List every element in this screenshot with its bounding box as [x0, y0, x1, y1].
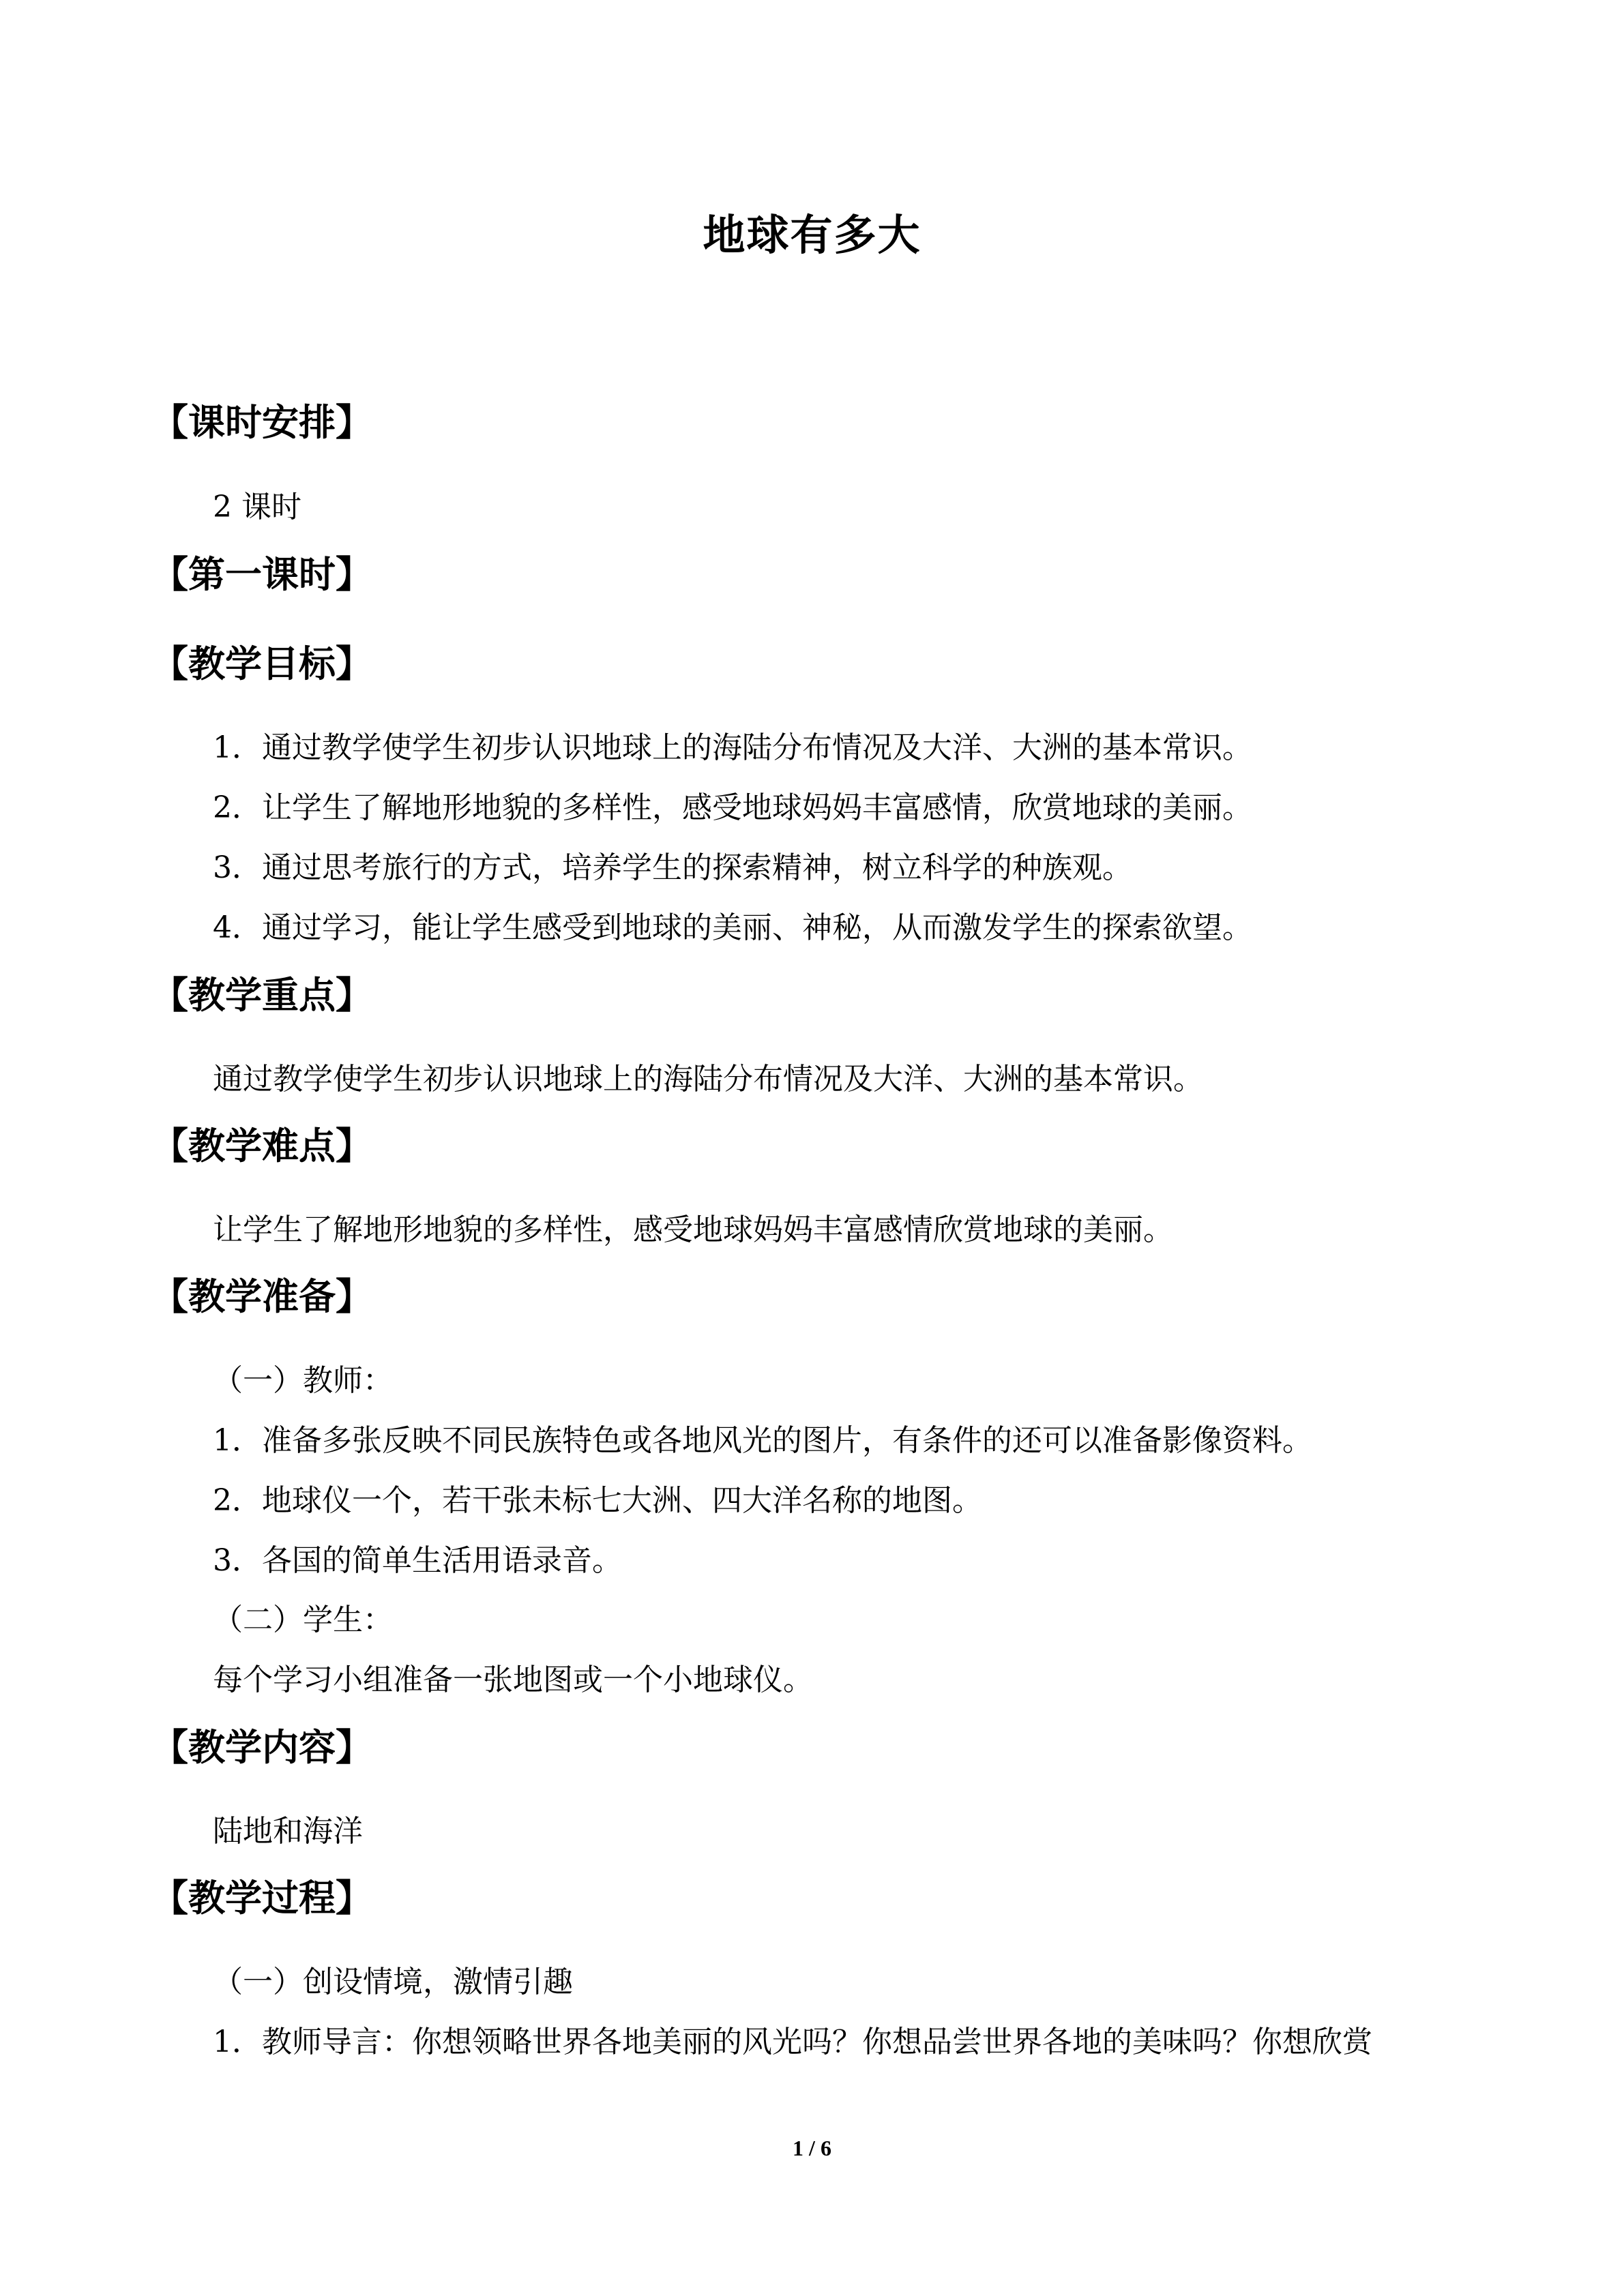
heading-schedule: 【课时安排】 — [151, 401, 372, 444]
heading-objectives: 【教学目标】 — [151, 642, 372, 685]
page-number: 1 / 6 — [793, 2136, 831, 2160]
objective-item-2: 2．让学生了解地形地貌的多样性，感受地球妈妈丰富感情，欣赏地球的美丽。 — [213, 790, 1252, 825]
key-points-text: 通过教学使学生初步认识地球上的海陆分布情况及大洋、大洲的基本常识。 — [213, 1062, 1203, 1097]
content-text: 陆地和海洋 — [213, 1814, 363, 1849]
preparation-teacher-item-2: 2．地球仪一个，若干张未标七大洲、四大洋名称的地图。 — [213, 1483, 982, 1518]
preparation-student-text: 每个学习小组准备一张地图或一个小地球仪。 — [213, 1663, 813, 1697]
document-title: 地球有多大 — [703, 210, 921, 260]
process-step1-item-1: 1．教师导言：你想领略世界各地美丽的风光吗？你想品尝世界各地的美味吗？你想欣赏 — [213, 2025, 1372, 2059]
objective-item-3: 3．通过思考旅行的方式，培养学生的探索精神，树立科学的种族观。 — [213, 850, 1132, 885]
objective-item-4: 4．通过学习，能让学生感受到地球的美丽、神秘，从而激发学生的探索欲望。 — [213, 910, 1252, 945]
objective-item-1: 1．通过教学使学生初步认识地球上的海陆分布情况及大洋、大洲的基本常识。 — [213, 730, 1252, 765]
preparation-student-label: （二）学生： — [213, 1602, 393, 1637]
heading-difficulties: 【教学难点】 — [151, 1124, 372, 1167]
heading-key-points: 【教学重点】 — [151, 974, 372, 1017]
schedule-text: 2 课时 — [213, 490, 301, 524]
process-step1-label: （一）创设情境，激情引趣 — [213, 1965, 573, 1999]
difficulties-text: 让学生了解地形地貌的多样性，感受地球妈妈丰富感情欣赏地球的美丽。 — [213, 1212, 1173, 1247]
heading-preparation: 【教学准备】 — [151, 1275, 372, 1318]
preparation-teacher-label: （一）教师： — [213, 1363, 393, 1398]
heading-content: 【教学内容】 — [151, 1726, 372, 1769]
preparation-teacher-item-3: 3．各国的简单生活用语录音。 — [213, 1543, 622, 1578]
heading-lesson1: 【第一课时】 — [151, 553, 372, 596]
preparation-teacher-item-1: 1．准备多张反映不同民族特色或各地风光的图片，有条件的还可以准备影像资料。 — [213, 1423, 1312, 1458]
heading-process: 【教学过程】 — [151, 1877, 372, 1920]
